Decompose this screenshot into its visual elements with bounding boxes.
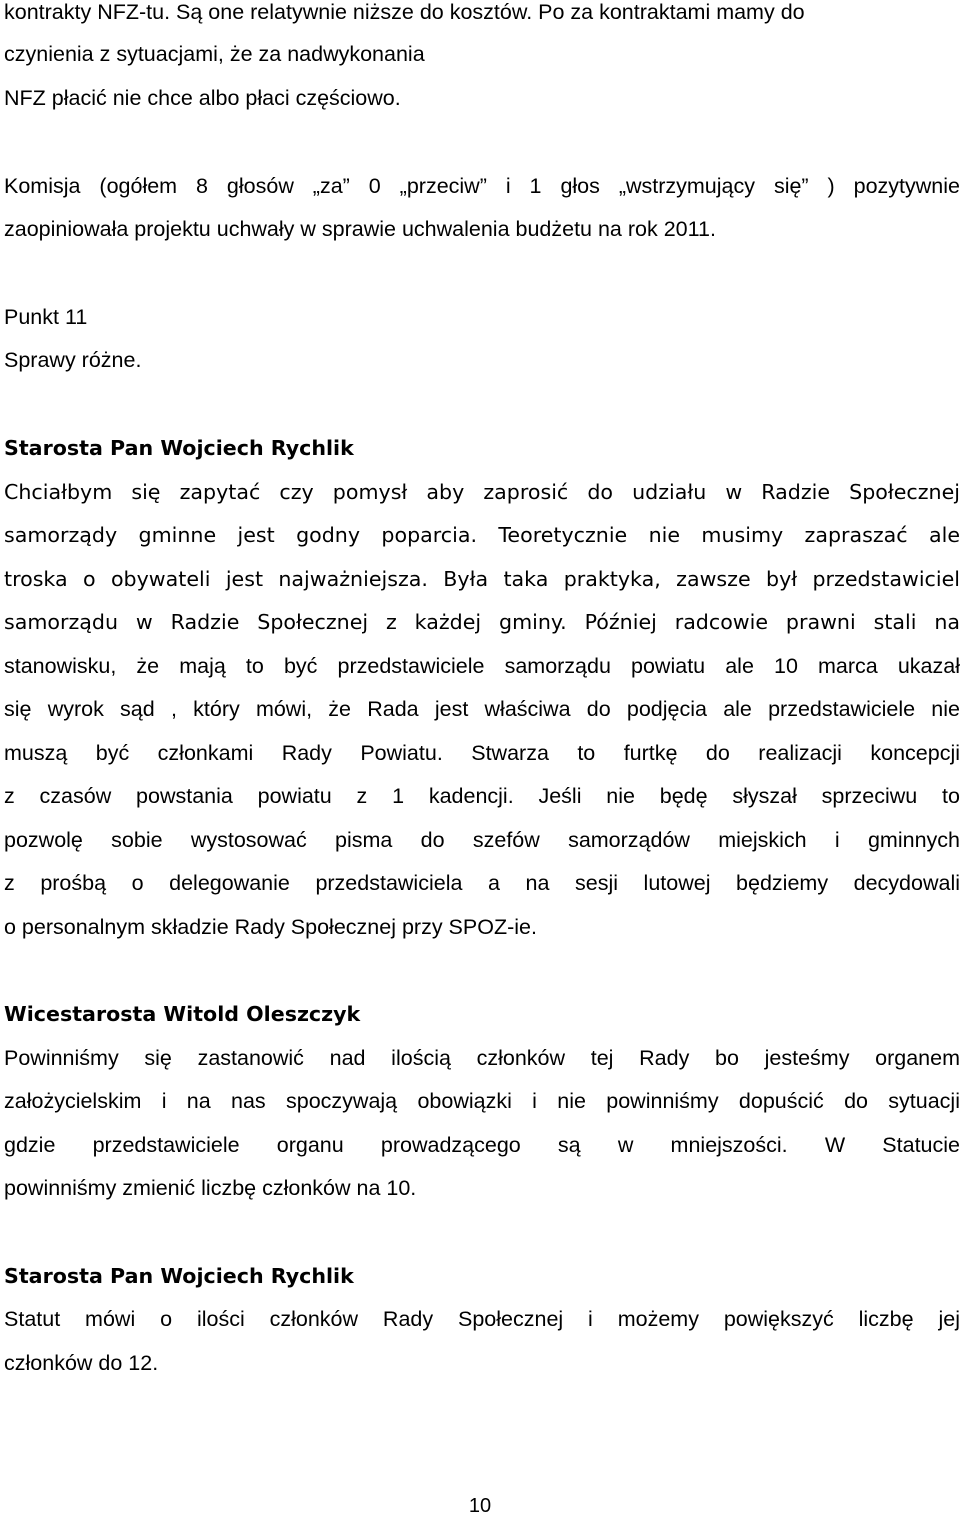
speech-line: samorządy gminne jest godny poparcia. Teoretycznie nie musimy zapraszać ale bbox=[4, 523, 960, 547]
paragraph-line: czynienia z sytuacjami, że za nadwykonania bbox=[4, 42, 425, 66]
speech-line: się wyrok sąd , który mówi, że Rada jest właściwa do podjęcia ale przedstawiciele nie bbox=[4, 697, 960, 721]
page-number: 10 bbox=[468, 1495, 492, 1517]
section-title: Sprawy różne. bbox=[4, 348, 142, 372]
section-number: Punkt 11 bbox=[4, 305, 88, 329]
paragraph-line: zaopiniowała projektu uchwały w sprawie uchwalenia budżetu na rok 2011. bbox=[4, 217, 716, 241]
speech-line: założycielskim i na nas spoczywają obowiązki i nie powinniśmy dopuścić do sytuacji bbox=[4, 1089, 960, 1113]
paragraph-line: kontrakty NFZ-tu. Są one relatywnie niższe do kosztów. Po za kontraktami mamy do bbox=[4, 0, 805, 24]
speech-line: Chciałbym się zapytać czy pomysł aby zaprosić do udziału w Radzie Społecznej bbox=[4, 480, 960, 504]
speech-line: powinniśmy zmienić liczbę członków na 10. bbox=[4, 1176, 417, 1200]
speech-line: pozwolę sobie wystosować pisma do szefów samorządów miejskich i gminnych bbox=[4, 828, 960, 852]
speech-line: Powinniśmy się zastanowić nad ilością członków tej Rady bo jesteśmy organem bbox=[4, 1046, 960, 1070]
speech-line: samorządu w Radzie Społecznej z każdej gminy. Później radcowie prawni stali na bbox=[4, 610, 960, 634]
speech-line: z czasów powstania powiatu z 1 kadencji. Jeśli nie będę słyszał sprzeciwu to bbox=[4, 784, 960, 808]
speech-line: troska o obywateli jest najważniejsza. Była taka praktyka, zawsze był przedstawiciel bbox=[4, 567, 960, 591]
speech-line: Statut mówi o ilości członków Rady Społecznej i możemy powiększyć liczbę jej bbox=[4, 1307, 960, 1331]
paragraph-line: Komisja (ogółem 8 głosów „za” 0 „przeciw” i 1 głos „wstrzymujący się” ) pozytywnie bbox=[4, 174, 960, 198]
speaker-heading: Starosta Pan Wojciech Rychlik bbox=[4, 1264, 354, 1288]
speech-line: gdzie przedstawiciele organu prowadzącego są w mniejszości. W Statucie bbox=[4, 1133, 960, 1157]
speech-line: z prośbą o delegowanie przedstawiciela a na sesji lutowej będziemy decydowali bbox=[4, 871, 960, 895]
speech-line: stanowisku, że mają to być przedstawiciele samorządu powiatu ale 10 marca ukazał bbox=[4, 654, 960, 678]
paragraph-line: NFZ płacić nie chce albo płaci częściowo. bbox=[4, 86, 401, 110]
speech-line: członków do 12. bbox=[4, 1351, 159, 1375]
speaker-heading: Starosta Pan Wojciech Rychlik bbox=[4, 436, 354, 460]
speech-line: muszą być członkami Rady Powiatu. Stwarza to furtkę do realizacji koncepcji bbox=[4, 741, 960, 765]
speaker-heading: Wicestarosta Witold Oleszczyk bbox=[4, 1002, 361, 1026]
speech-line: o personalnym składzie Rady Społecznej przy SPOZ-ie. bbox=[4, 915, 537, 939]
